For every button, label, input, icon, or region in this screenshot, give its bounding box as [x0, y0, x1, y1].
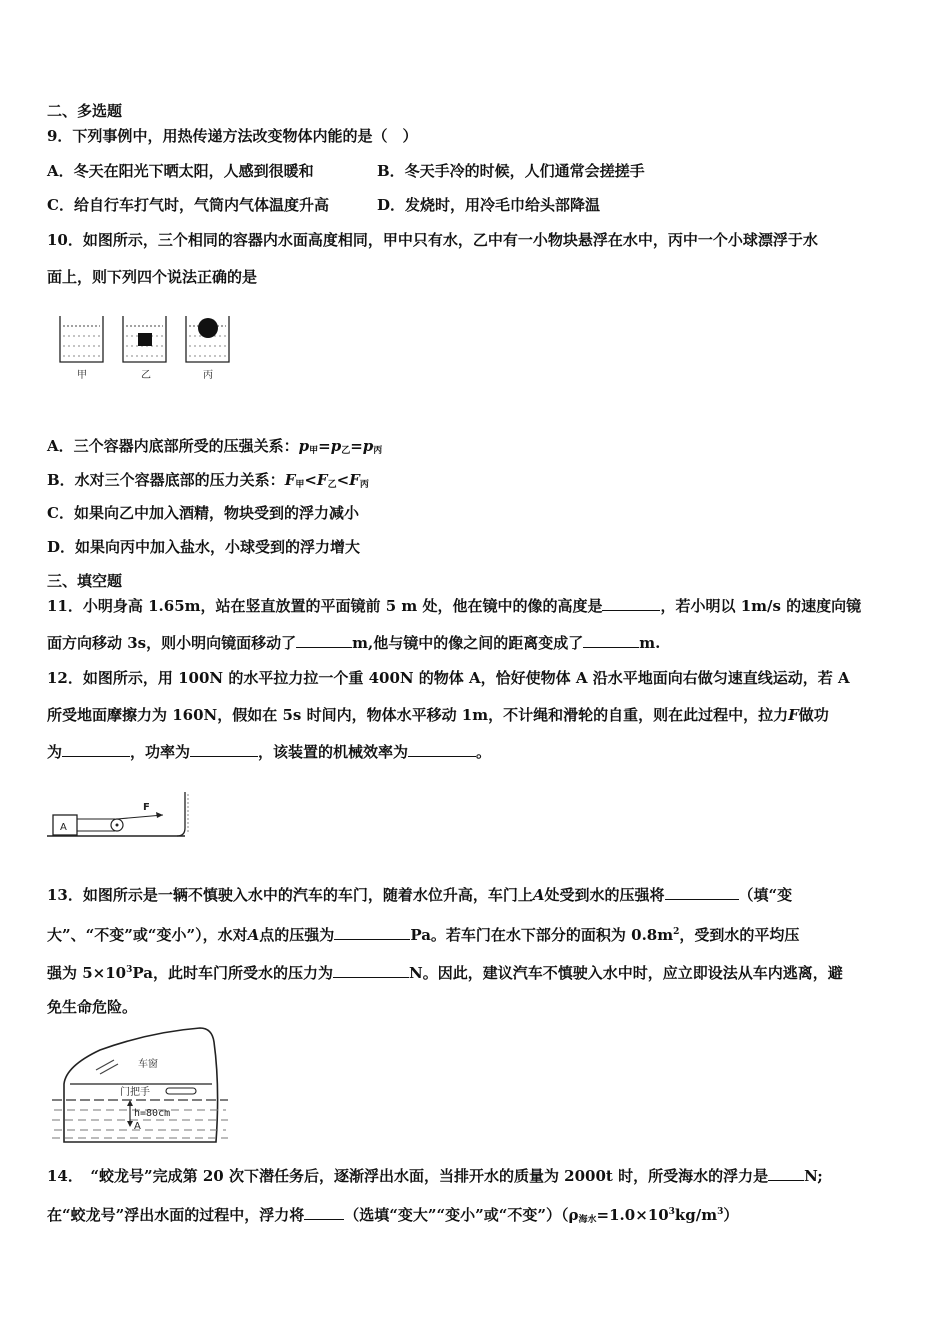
window-label: 车窗 [138, 1059, 158, 1070]
q14-text-7: ） [723, 1206, 739, 1224]
suspended-block [138, 333, 152, 346]
q12-force-symbol: F [788, 706, 799, 724]
q10-a-symbol: p [298, 437, 310, 455]
q14-text-5: =1.0×10 [596, 1206, 669, 1224]
q12-text-6: 。 [476, 743, 492, 761]
q10-a-sub3: 丙 [373, 446, 383, 456]
q10-b-sub3: 丙 [359, 480, 369, 490]
q10-b-lt2: <F [336, 471, 360, 489]
q13-point-a-2: A [247, 926, 260, 944]
q14-blank-2[interactable] [304, 1205, 344, 1220]
q14-text-3: 在“蛟龙号”浮出水面的过程中，浮力将 [47, 1206, 305, 1224]
q12-line3 [47, 742, 491, 762]
q13-blank-3[interactable] [333, 963, 409, 978]
q13-point-a-1: A [532, 886, 545, 904]
q14-sup-2: 3 [717, 1207, 724, 1217]
q13-text-10: N。因此，建议汽车不慎驶入水中时，应立即设法从车内逃离，避 [408, 964, 843, 982]
q9-option-a: A．冬天在阳光下晒太阳，人感到很暖和 [47, 162, 314, 180]
q10-a-sub1: 甲 [309, 446, 319, 456]
label-jia: 甲 [77, 370, 87, 381]
q12-text-1: 所受地面摩擦力为 160N，假如在 5s 时间内，物体水平移动 1m，不计绳和滑轮的自重，则在此过程中，拉力 [47, 706, 789, 724]
q12-blank-2[interactable] [190, 742, 258, 757]
q10-option-c: C．如果向乙中加入酒精，物块受到的浮力减小 [47, 504, 359, 522]
q10-b-sub2: 乙 [327, 480, 337, 490]
q13-car-door-figure [50, 1026, 230, 1144]
q11-line2 [47, 633, 660, 653]
depth-label: h=80cm [134, 1108, 171, 1119]
point-a-label: A [134, 1121, 141, 1132]
q13-line3 [47, 960, 843, 983]
q10-b-sub1: 甲 [295, 480, 305, 490]
handle-label: 门把手 [120, 1087, 150, 1098]
q10-a-eq1: =p [318, 437, 342, 455]
q13-text-9: Pa，此时车门所受水的压力为 [132, 964, 333, 982]
q13-line2 [47, 922, 799, 945]
block-a-label: A [60, 822, 67, 833]
q14-text-1: 14． “蛟龙号”完成第 20 次下潜任务后，逐渐浮出水面，当排开水的质量为 2000t 时，所受海水的浮力是 [47, 1167, 769, 1185]
q13-text-3: （填“变 [738, 886, 793, 904]
q9-option-b: B．冬天手冷的时候，人们通常会搓搓手 [377, 162, 645, 180]
q12-blank-3[interactable] [408, 742, 476, 757]
q10-a-sub2: 乙 [341, 446, 351, 456]
q14-text-4: （选填“变大”“变小”或“不变”）（ρ [344, 1206, 579, 1224]
q11-blank-3[interactable] [583, 633, 639, 648]
q13-text-6: Pa。若车门在水下部分的面积为 0.8m [410, 926, 674, 944]
q12-text-3: 为 [47, 743, 63, 761]
q12-text-2: 做功 [798, 706, 829, 724]
label-bing: 丙 [203, 370, 213, 381]
q14-sub-seawater: 海水 [578, 1215, 597, 1225]
q11-text-3: 面方向移动 3s，则小明向镜面移动了 [47, 634, 297, 652]
q11-line1 [47, 596, 861, 616]
q10-option-b-text: B．水对三个容器底部的压力关系： [47, 471, 285, 489]
section-title-multiple-choice: 二、多选题 [47, 102, 123, 120]
q10-b-lt1: <F [304, 471, 328, 489]
q13-line1 [47, 885, 792, 905]
label-yi: 乙 [141, 370, 151, 381]
q9-option-c: C．给自行车打气时，气筒内气体温度升高 [47, 196, 329, 214]
q13-text-4: 大”、“不变”或“变小”），水对 [47, 926, 248, 944]
q10-option-a-text: A．三个容器内底部所受的压强关系： [47, 437, 299, 455]
container-bing [186, 316, 229, 362]
q13-blank-1[interactable] [665, 885, 739, 900]
floating-ball [198, 318, 218, 338]
q12-blank-1[interactable] [62, 742, 130, 757]
q12-pulley-figure [45, 788, 195, 848]
q14-text-2: N; [804, 1167, 823, 1185]
door-handle [166, 1088, 196, 1094]
wall [177, 792, 185, 836]
q10-stem-line1: 10．如图所示，三个相同的容器内水面高度相同，甲中只有水，乙中有一小物块悬浮在水中，丙中一个小球漂浮于水 [47, 231, 818, 249]
q10-stem-line2: 面上，则下列四个说法正确的是 [47, 268, 258, 286]
q10-option-d: D．如果向丙中加入盐水，小球受到的浮力增大 [47, 538, 361, 556]
q12-line1: 12．如图所示，用 100N 的水平拉力拉一个重 400N 的物体 A，恰好使物体 A 沿水平地面向右做匀速直线运动，若 A [47, 669, 850, 687]
q12-line2 [47, 705, 829, 725]
q9-option-d: D．发烧时，用冷毛巾给头部降温 [377, 196, 601, 214]
q13-blank-2[interactable] [334, 925, 410, 940]
q12-text-5: ，该装置的机械效率为 [258, 743, 409, 761]
q10-b-symbol: F [284, 471, 296, 489]
q14-sup-1: 3 [668, 1207, 675, 1217]
q10-option-b [47, 470, 369, 495]
q11-text-4: m,他与镜中的像之间的距离变成了 [352, 634, 584, 652]
q13-line4: 免生命危险。 [47, 998, 138, 1016]
section-title-fill-in: 三、填空题 [47, 572, 123, 590]
q13-text-5: 点的压强为 [259, 926, 335, 944]
q13-text-7: ，受到水的平均压 [679, 926, 800, 944]
q11-blank-1[interactable] [602, 596, 660, 611]
q10-option-a [47, 436, 382, 461]
q13-sup-2: 3 [126, 965, 133, 975]
q13-text-8: 强为 5×10 [47, 964, 127, 982]
q11-text-1: 11．小明身高 1.65m，站在竖直放置的平面镜前 5 m 处，他在镜中的像的高度是 [47, 597, 603, 615]
q11-blank-2[interactable] [296, 633, 352, 648]
q9-stem: 9．下列事例中，用热传递方法改变物体内能的是（ ） [47, 127, 418, 145]
q10-a-eq2: =p [350, 437, 374, 455]
q14-line1 [47, 1166, 823, 1186]
force-label: F [143, 802, 150, 813]
q12-text-4: ，功率为 [130, 743, 191, 761]
q14-blank-1[interactable] [768, 1166, 804, 1181]
container-yi [123, 316, 166, 362]
container-jia [60, 316, 103, 362]
q13-text-2: 处受到水的压强将 [544, 886, 665, 904]
pull-arrow [117, 815, 163, 819]
q14-text-6: kg/m [674, 1206, 718, 1224]
q11-text-5: m. [639, 634, 661, 652]
q13-sup-1: 2 [673, 927, 680, 937]
q13-text-1: 13．如图所示是一辆不慎驶入水中的汽车的车门，随着水位升高，车门上 [47, 886, 533, 904]
q10-containers-figure [55, 310, 245, 386]
q14-line2 [47, 1202, 738, 1230]
q11-text-2: ，若小明以 1m/s 的速度向镜 [660, 597, 862, 615]
